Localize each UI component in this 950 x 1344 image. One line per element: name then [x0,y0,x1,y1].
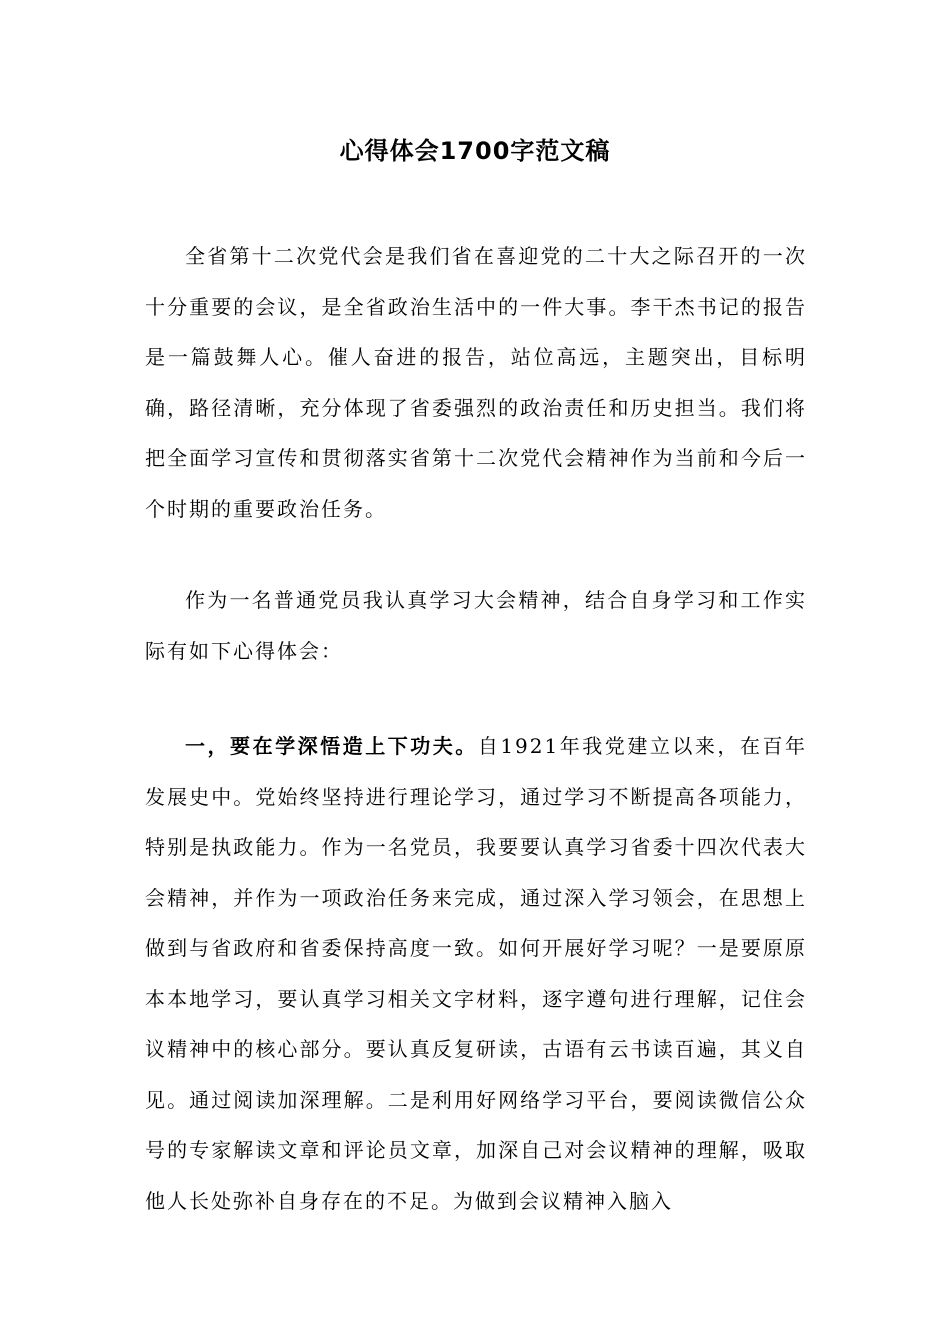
document-title: 心得体会1700字范文稿 [339,137,611,165]
paragraph-section-1 [145,721,807,1226]
section-1-heading: 一，要在学深悟造上下功夫。 [185,734,478,758]
paragraph-statement: 作为一名普通党员我认真学习大会精神，结合自身学习和工作实际有如下心得体会： [145,588,807,663]
section-1-body: 自1921年我党建立以来，在百年发展史中。党始终坚持进行理论学习，通过学习不断提高各项能力，特别是执政能力。作为一名党员，我要要认真学习省委十四次代表大会精神，并作为一项政治任务来完成，通过深入学习领会，在思想上做到与省政府和省委保持高度一致。如何开展好学习呢？一是要原原本本地学习，要认真学习相关文字材料，逐字遵句进行理解，记住会议精神中的核心部分。要认真反复研读，古语有云书读百遍，其义自见。通过阅读加深理解。二是利用好网络学习平台，要阅读微信公众号的专家解读文章和评论员文章，加深自己对会议精神的理解，吸取他人长处弥补自身存在的不足。为做到会议精神入脑入 [145,734,807,1213]
paragraph-intro: 全省第十二次党代会是我们省在喜迎党的二十大之际召开的一次十分重要的会议，是全省政治生活中的一件大事。李干杰书记的报告是一篇鼓舞人心。催人奋进的报告，站位高远，主题突出，目标明确，路径清晰，充分体现了省委强烈的政治责任和历史担当。我们将把全面学习宣传和贯彻落实省第十二次党代会精神作为当前和今后一个时期的重要政治任务。 [145,244,807,521]
